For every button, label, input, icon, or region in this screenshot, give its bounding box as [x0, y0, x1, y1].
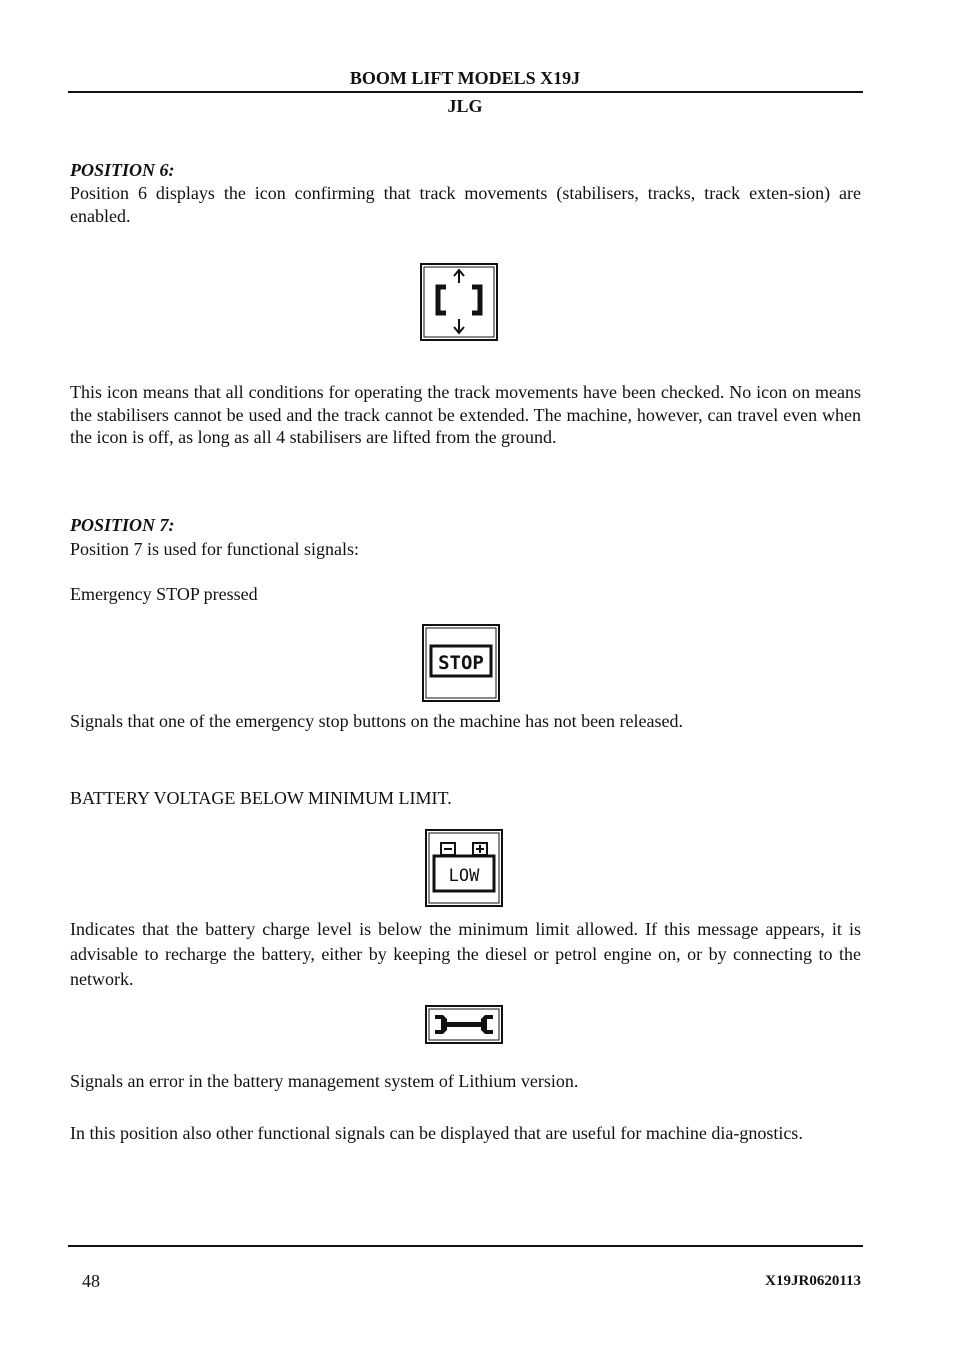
- wrench-icon: [425, 1005, 503, 1044]
- stop-icon: [422, 624, 500, 702]
- position-6-heading: POSITION 6:: [70, 160, 175, 180]
- position-6-description: This icon means that all conditions for operating the track movements have been checked. No icon on means the stabilisers cannot be used and the track cannot be extended. The machine, however, can travel even when the icon is off, as long as all 4 stabilisers are lifted from the ground.: [70, 382, 861, 447]
- battery-low-icon: [425, 829, 503, 907]
- brand-name: JLG: [447, 96, 483, 116]
- bms-signal-description: Signals an error in the battery management system of Lithium version.: [70, 1071, 579, 1091]
- stop-signal-description: Signals that one of the emergency stop buttons on the machine has not been released.: [70, 711, 684, 731]
- stop-signal-label: Emergency STOP pressed: [70, 584, 258, 604]
- stop-icon-text: STOP: [438, 652, 484, 674]
- footer-rule: [68, 1245, 863, 1247]
- document-code: X19JR0620113: [765, 1273, 861, 1289]
- header-rule: [68, 91, 863, 93]
- document-title: BOOM LIFT MODELS X19J: [349, 68, 581, 88]
- position-7-intro: Position 7 is used for functional signals:: [70, 539, 359, 559]
- position-6-intro: Position 6 displays the icon confirming that track movements (stabilisers, tracks, track exten-sion) are enabled.: [70, 183, 861, 226]
- position-7-heading: POSITION 7:: [70, 515, 175, 535]
- track-movement-icon: [420, 263, 498, 341]
- battery-signal-label: BATTERY VOLTAGE BELOW MINIMUM LIMIT.: [70, 788, 452, 808]
- page-number: 48: [82, 1271, 100, 1291]
- position-7-closing: In this position also other functional signals can be displayed that are useful for machine dia-gnostics.: [70, 1123, 803, 1143]
- battery-signal-description: Indicates that the battery charge level is below the minimum limit allowed. If this message appears, it is advisable to recharge the battery, either by keeping the diesel or petrol engine on, or by connecting to the network.: [70, 919, 861, 989]
- battery-icon-text: LOW: [448, 866, 480, 886]
